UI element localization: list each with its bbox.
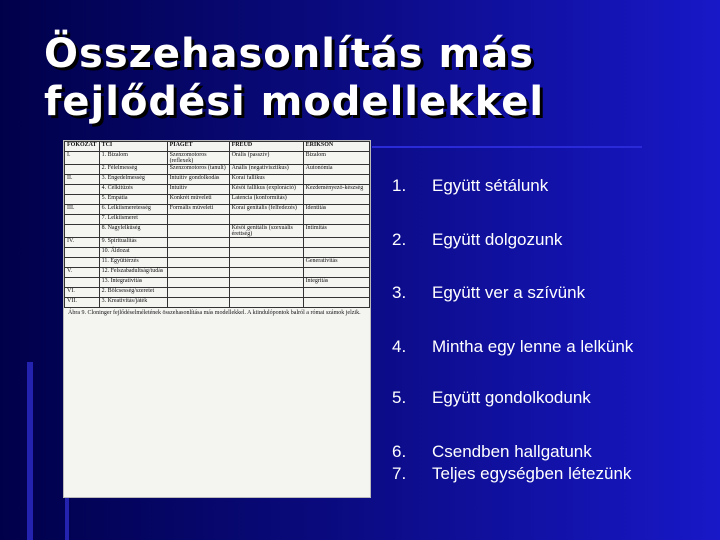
- table-cell: 13. Integrativitás: [99, 278, 167, 288]
- table-cell: 3. Engedelmesség: [99, 175, 167, 185]
- table-cell: Intuitív: [167, 185, 229, 195]
- table-cell: [229, 215, 303, 225]
- table-row: [65, 248, 370, 258]
- table-cell: VI.: [65, 288, 100, 298]
- scanned-comparison-table: [63, 140, 371, 498]
- table-cell: Latencia (konformitás): [229, 195, 303, 205]
- table-cell: 12. Felszabadultság/tudás: [99, 268, 167, 278]
- table-cell: [303, 298, 369, 308]
- table-cell: Szenzomotoros (reflexek): [167, 152, 229, 165]
- table-cell: [229, 278, 303, 288]
- table-cell: 5. Empátia: [99, 195, 167, 205]
- table-header-row: [65, 142, 370, 152]
- slide-title-line-2: fejlődési modellekkel: [44, 79, 545, 125]
- table-cell: 1. Bizalom: [99, 152, 167, 165]
- table-cell: [303, 195, 369, 205]
- table-cell: 9. Spiritualitás: [99, 238, 167, 248]
- table-cell: Szenzomotoros (tanult): [167, 165, 229, 175]
- table-cell: VII.: [65, 298, 100, 308]
- table-cell: I.: [65, 152, 100, 165]
- table-row: [65, 195, 370, 205]
- list-item-text: Együtt sétálunk: [432, 176, 549, 195]
- list-item-text: Csendben hallgatunk: [432, 442, 592, 461]
- table-cell: [229, 238, 303, 248]
- table-row: [65, 152, 370, 165]
- decorative-line: [372, 146, 642, 148]
- table-cell: [167, 298, 229, 308]
- table-cell: Generativitás: [303, 258, 369, 268]
- table-cell: Korai fallikus: [229, 175, 303, 185]
- table-cell: [167, 288, 229, 298]
- table-row: [65, 185, 370, 195]
- list-item-number: 2.: [392, 230, 407, 249]
- table-cell: 8. Nagylelkűség: [99, 225, 167, 238]
- table-cell: [65, 278, 100, 288]
- table-cell: [65, 248, 100, 258]
- table-cell: III.: [65, 205, 100, 215]
- column-header: TCI: [99, 142, 167, 152]
- table-cell: [167, 258, 229, 268]
- table-cell: [65, 185, 100, 195]
- table-cell: [303, 215, 369, 225]
- table-cell: [167, 215, 229, 225]
- table-cell: [303, 175, 369, 185]
- list-item-number: 5.: [392, 388, 407, 407]
- list-item-number: 4.: [392, 337, 407, 356]
- table-cell: II.: [65, 175, 100, 185]
- table-cell: [303, 268, 369, 278]
- table-row: [65, 205, 370, 215]
- table-cell: [167, 225, 229, 238]
- table-cell: [229, 248, 303, 258]
- table-cell: Intuitív gondolkodás: [167, 175, 229, 185]
- table-cell: 3. Kreativitás/játék: [99, 298, 167, 308]
- table-cell: [65, 225, 100, 238]
- table-cell: [65, 215, 100, 225]
- table-cell: Bizalom: [303, 152, 369, 165]
- table-cell: 10. Áldozat: [99, 248, 167, 258]
- table-row: [65, 258, 370, 268]
- table-row: [65, 215, 370, 225]
- table-cell: [167, 278, 229, 288]
- table-row: [65, 278, 370, 288]
- table-cell: Autonómia: [303, 165, 369, 175]
- table-cell: [229, 298, 303, 308]
- table-cell: V.: [65, 268, 100, 278]
- table-cell: [229, 288, 303, 298]
- table-cell: [303, 248, 369, 258]
- table-row: [65, 165, 370, 175]
- table-row: [65, 238, 370, 248]
- comparison-table: [64, 141, 370, 308]
- table-row: [65, 175, 370, 185]
- table-cell: Anális (negativisztikus): [229, 165, 303, 175]
- table-cell: [229, 258, 303, 268]
- table-cell: [65, 165, 100, 175]
- table-cell: [65, 258, 100, 268]
- list-item-number: 6.: [392, 442, 407, 461]
- column-header: PIAGET: [167, 142, 229, 152]
- column-header: FOKOZAT: [65, 142, 100, 152]
- table-cell: [167, 268, 229, 278]
- table-row: [65, 225, 370, 238]
- list-item-text: Együtt dolgozunk: [432, 230, 563, 249]
- table-cell: Formális műveleti: [167, 205, 229, 215]
- list-item-number: 1.: [392, 176, 407, 195]
- slide-title: [44, 30, 544, 126]
- table-cell: Orális (passzív): [229, 152, 303, 165]
- figure-caption: Ábra 9. Cloninger fejlődéselméletének összehasonlítása más modellekkel. A kiindulópontok balról a római számok jelzik.: [68, 310, 361, 316]
- table-cell: IV.: [65, 238, 100, 248]
- table-cell: 11. Együttérzés: [99, 258, 167, 268]
- table-cell: Integritás: [303, 278, 369, 288]
- column-header: FREUD: [229, 142, 303, 152]
- table-cell: Késői genitális (szexuális érettség): [229, 225, 303, 238]
- table-cell: 6. Lelkiismeretesség: [99, 205, 167, 215]
- list-item-text: Mintha egy lenne a lelkünk: [432, 337, 634, 356]
- decorative-bar: [27, 362, 33, 540]
- table-cell: 4. Célkitűzés: [99, 185, 167, 195]
- table-row: [65, 298, 370, 308]
- table-cell: [303, 288, 369, 298]
- list-item-number: 3.: [392, 283, 407, 302]
- list-item-number: 7.: [392, 464, 407, 483]
- table-cell: [167, 238, 229, 248]
- table-cell: Identitás: [303, 205, 369, 215]
- table-cell: Intimitás: [303, 225, 369, 238]
- table-cell: [167, 248, 229, 258]
- table-cell: [303, 238, 369, 248]
- table-cell: Késői fallikus (exploráció): [229, 185, 303, 195]
- table-cell: Konkrét műveleti: [167, 195, 229, 205]
- table-cell: 7. Lelkiismeret: [99, 215, 167, 225]
- table-cell: 2. Félelmesség: [99, 165, 167, 175]
- table-cell: 2. Bölcsesség/szeretet: [99, 288, 167, 298]
- table-cell: [229, 268, 303, 278]
- list-item-text: Együtt gondolkodunk: [432, 388, 591, 407]
- table-row: [65, 268, 370, 278]
- slide-title-line-1: Összehasonlítás más: [44, 31, 535, 77]
- column-header: ERIKSON: [303, 142, 369, 152]
- table-row: [65, 288, 370, 298]
- list-item-text: Teljes egységben létezünk: [432, 464, 632, 483]
- table-cell: Korai genitális (felfedezés): [229, 205, 303, 215]
- table-cell: [65, 195, 100, 205]
- table-cell: Kezdeményező-készség: [303, 185, 369, 195]
- list-item-text: Együtt ver a szívünk: [432, 283, 586, 302]
